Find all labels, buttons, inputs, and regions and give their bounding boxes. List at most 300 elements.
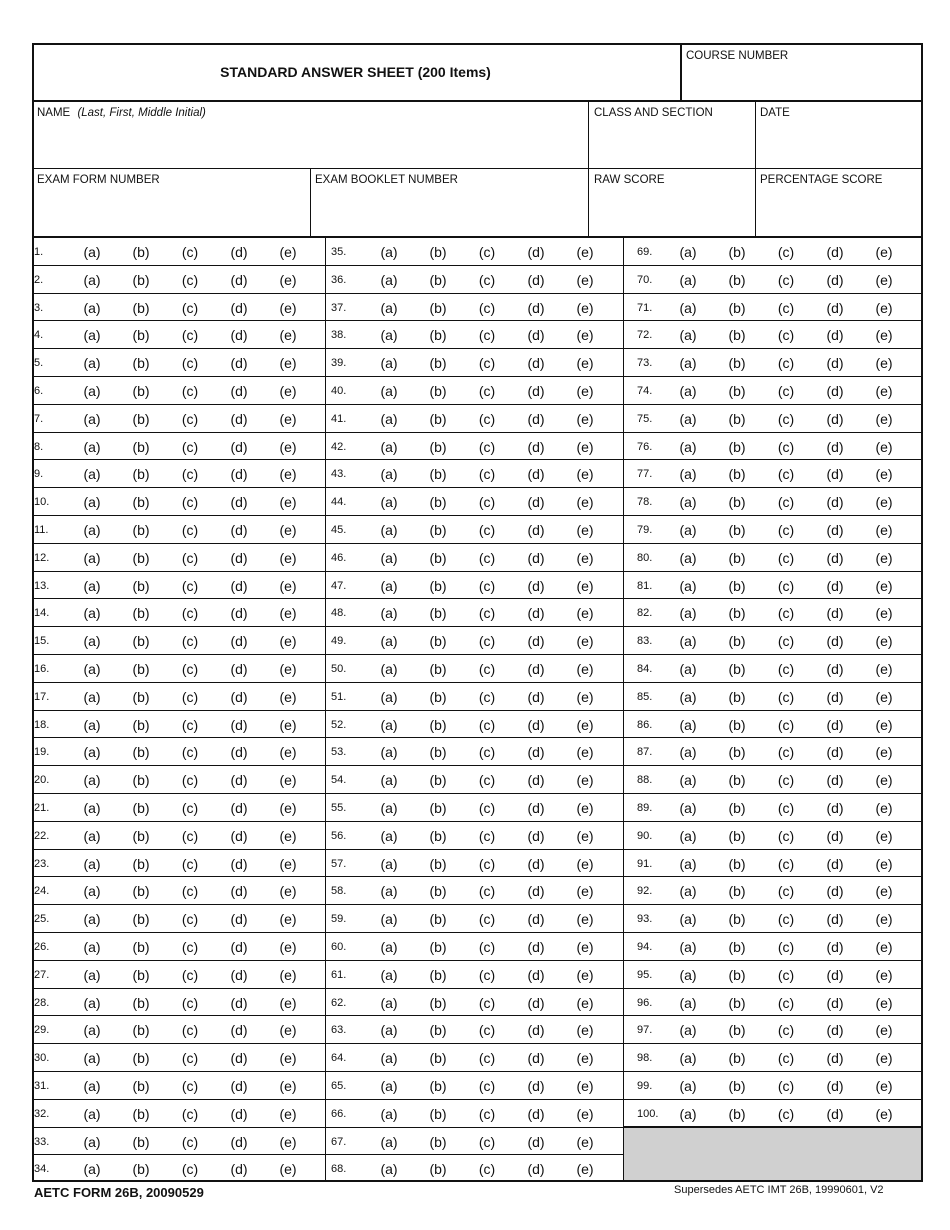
answer-option-e[interactable]: (e) xyxy=(576,1161,594,1178)
answer-option-e[interactable]: (e) xyxy=(875,438,893,455)
answer-option-e[interactable]: (e) xyxy=(875,271,893,288)
answer-option-e[interactable]: (e) xyxy=(875,1078,893,1094)
answer-option-e[interactable]: (e) xyxy=(875,327,893,344)
answer-option-c[interactable]: (c) xyxy=(181,271,199,288)
answer-option-c[interactable]: (c) xyxy=(478,772,496,789)
answer-option-c[interactable]: (c) xyxy=(181,1133,199,1150)
answer-option-b[interactable]: (b) xyxy=(132,911,150,928)
answer-option-c[interactable]: (c) xyxy=(181,327,199,344)
answer-option-a[interactable]: (a) xyxy=(83,855,101,872)
answer-option-d[interactable]: (d) xyxy=(527,827,545,844)
answer-option-b[interactable]: (b) xyxy=(132,800,150,816)
answer-option-b[interactable]: (b) xyxy=(728,522,746,538)
answer-option-c[interactable]: (c) xyxy=(478,577,496,594)
answer-option-e[interactable]: (e) xyxy=(875,577,893,594)
answer-option-a[interactable]: (a) xyxy=(380,855,398,872)
answer-option-c[interactable]: (c) xyxy=(181,1050,199,1067)
answer-option-b[interactable]: (b) xyxy=(132,327,150,344)
answer-option-c[interactable]: (c) xyxy=(777,939,795,955)
answer-option-a[interactable]: (a) xyxy=(380,549,398,566)
answer-option-d[interactable]: (d) xyxy=(230,994,248,1011)
answer-option-b[interactable]: (b) xyxy=(728,244,746,260)
answer-option-e[interactable]: (e) xyxy=(279,688,297,705)
answer-option-d[interactable]: (d) xyxy=(230,466,248,483)
answer-option-d[interactable]: (d) xyxy=(826,633,844,650)
answer-option-e[interactable]: (e) xyxy=(576,994,594,1011)
answer-option-c[interactable]: (c) xyxy=(777,1022,795,1039)
answer-option-c[interactable]: (c) xyxy=(478,744,496,761)
answer-option-a[interactable]: (a) xyxy=(83,688,101,705)
answer-option-a[interactable]: (a) xyxy=(380,244,398,260)
answer-option-c[interactable]: (c) xyxy=(777,716,795,733)
answer-option-a[interactable]: (a) xyxy=(679,994,697,1011)
answer-option-a[interactable]: (a) xyxy=(83,605,101,622)
answer-option-a[interactable]: (a) xyxy=(679,1022,697,1039)
answer-option-e[interactable]: (e) xyxy=(279,661,297,677)
answer-option-a[interactable]: (a) xyxy=(679,244,697,260)
answer-option-a[interactable]: (a) xyxy=(679,716,697,733)
answer-option-b[interactable]: (b) xyxy=(429,1022,447,1039)
answer-option-d[interactable]: (d) xyxy=(230,911,248,928)
answer-option-b[interactable]: (b) xyxy=(728,911,746,928)
answer-option-a[interactable]: (a) xyxy=(679,772,697,789)
answer-option-e[interactable]: (e) xyxy=(576,716,594,733)
answer-option-e[interactable]: (e) xyxy=(279,994,297,1011)
answer-option-a[interactable]: (a) xyxy=(380,1133,398,1150)
answer-option-c[interactable]: (c) xyxy=(478,1105,496,1122)
answer-option-e[interactable]: (e) xyxy=(576,410,594,427)
answer-option-a[interactable]: (a) xyxy=(83,271,101,288)
answer-option-b[interactable]: (b) xyxy=(132,744,150,761)
answer-option-a[interactable]: (a) xyxy=(83,577,101,594)
answer-option-d[interactable]: (d) xyxy=(527,966,545,983)
answer-option-e[interactable]: (e) xyxy=(576,577,594,594)
answer-option-b[interactable]: (b) xyxy=(728,1078,746,1094)
answer-option-c[interactable]: (c) xyxy=(181,1105,199,1122)
answer-option-b[interactable]: (b) xyxy=(728,966,746,983)
answer-option-e[interactable]: (e) xyxy=(279,1133,297,1150)
answer-option-a[interactable]: (a) xyxy=(679,522,697,538)
answer-option-b[interactable]: (b) xyxy=(429,716,447,733)
answer-option-a[interactable]: (a) xyxy=(380,911,398,928)
answer-option-e[interactable]: (e) xyxy=(875,522,893,538)
answer-option-d[interactable]: (d) xyxy=(527,327,545,344)
answer-option-a[interactable]: (a) xyxy=(679,661,697,677)
answer-option-b[interactable]: (b) xyxy=(728,855,746,872)
answer-option-b[interactable]: (b) xyxy=(429,1050,447,1067)
answer-option-e[interactable]: (e) xyxy=(875,410,893,427)
name-field[interactable] xyxy=(36,124,588,168)
answer-option-e[interactable]: (e) xyxy=(279,605,297,622)
answer-option-d[interactable]: (d) xyxy=(527,994,545,1011)
answer-option-c[interactable]: (c) xyxy=(181,800,199,816)
answer-option-b[interactable]: (b) xyxy=(429,1161,447,1178)
answer-option-d[interactable]: (d) xyxy=(826,661,844,677)
answer-option-d[interactable]: (d) xyxy=(527,1078,545,1094)
answer-option-c[interactable]: (c) xyxy=(181,911,199,928)
answer-option-a[interactable]: (a) xyxy=(83,1050,101,1067)
answer-option-d[interactable]: (d) xyxy=(826,438,844,455)
answer-option-c[interactable]: (c) xyxy=(478,1161,496,1178)
answer-option-a[interactable]: (a) xyxy=(679,688,697,705)
answer-option-e[interactable]: (e) xyxy=(576,244,594,260)
answer-option-d[interactable]: (d) xyxy=(230,299,248,316)
answer-option-d[interactable]: (d) xyxy=(826,1050,844,1067)
answer-option-b[interactable]: (b) xyxy=(429,299,447,316)
answer-option-d[interactable]: (d) xyxy=(527,744,545,761)
answer-option-b[interactable]: (b) xyxy=(132,1161,150,1178)
answer-option-a[interactable]: (a) xyxy=(679,577,697,594)
answer-option-d[interactable]: (d) xyxy=(527,466,545,483)
answer-option-a[interactable]: (a) xyxy=(380,494,398,511)
answer-option-c[interactable]: (c) xyxy=(777,244,795,260)
answer-option-c[interactable]: (c) xyxy=(181,1161,199,1178)
answer-option-c[interactable]: (c) xyxy=(181,1022,199,1039)
answer-option-b[interactable]: (b) xyxy=(132,994,150,1011)
answer-option-e[interactable]: (e) xyxy=(875,299,893,316)
answer-option-b[interactable]: (b) xyxy=(132,494,150,511)
course-number-field[interactable] xyxy=(684,66,920,100)
answer-option-c[interactable]: (c) xyxy=(181,661,199,677)
answer-option-b[interactable]: (b) xyxy=(132,522,150,538)
answer-option-a[interactable]: (a) xyxy=(83,494,101,511)
answer-option-d[interactable]: (d) xyxy=(230,244,248,260)
answer-option-a[interactable]: (a) xyxy=(380,438,398,455)
answer-option-e[interactable]: (e) xyxy=(875,494,893,511)
answer-option-e[interactable]: (e) xyxy=(576,744,594,761)
answer-option-d[interactable]: (d) xyxy=(527,1133,545,1150)
answer-option-d[interactable]: (d) xyxy=(826,939,844,955)
answer-option-a[interactable]: (a) xyxy=(679,966,697,983)
answer-option-a[interactable]: (a) xyxy=(83,883,101,900)
answer-option-d[interactable]: (d) xyxy=(230,688,248,705)
answer-option-b[interactable]: (b) xyxy=(728,355,746,372)
answer-option-a[interactable]: (a) xyxy=(83,911,101,928)
answer-option-c[interactable]: (c) xyxy=(181,966,199,983)
answer-option-c[interactable]: (c) xyxy=(777,1105,795,1122)
answer-option-c[interactable]: (c) xyxy=(478,271,496,288)
exam-booklet-field[interactable] xyxy=(314,192,588,236)
answer-option-b[interactable]: (b) xyxy=(132,716,150,733)
answer-option-c[interactable]: (c) xyxy=(777,577,795,594)
answer-option-a[interactable]: (a) xyxy=(380,661,398,677)
answer-option-a[interactable]: (a) xyxy=(679,299,697,316)
answer-option-e[interactable]: (e) xyxy=(279,939,297,955)
answer-option-b[interactable]: (b) xyxy=(132,410,150,427)
answer-option-d[interactable]: (d) xyxy=(230,1022,248,1039)
answer-option-a[interactable]: (a) xyxy=(679,911,697,928)
answer-option-b[interactable]: (b) xyxy=(728,271,746,288)
answer-option-a[interactable]: (a) xyxy=(83,355,101,372)
answer-option-a[interactable]: (a) xyxy=(83,800,101,816)
answer-option-e[interactable]: (e) xyxy=(279,744,297,761)
answer-option-c[interactable]: (c) xyxy=(478,1050,496,1067)
answer-option-d[interactable]: (d) xyxy=(826,688,844,705)
answer-option-d[interactable]: (d) xyxy=(230,772,248,789)
answer-option-b[interactable]: (b) xyxy=(132,633,150,650)
answer-option-e[interactable]: (e) xyxy=(279,1161,297,1178)
answer-option-b[interactable]: (b) xyxy=(429,383,447,399)
answer-option-d[interactable]: (d) xyxy=(826,883,844,900)
answer-option-e[interactable]: (e) xyxy=(576,1022,594,1039)
answer-option-c[interactable]: (c) xyxy=(777,327,795,344)
answer-option-d[interactable]: (d) xyxy=(527,939,545,955)
answer-option-b[interactable]: (b) xyxy=(728,1105,746,1122)
answer-option-a[interactable]: (a) xyxy=(679,383,697,399)
answer-option-a[interactable]: (a) xyxy=(380,716,398,733)
answer-option-c[interactable]: (c) xyxy=(181,827,199,844)
raw-score-field[interactable] xyxy=(592,192,754,236)
answer-option-d[interactable]: (d) xyxy=(230,327,248,344)
answer-option-b[interactable]: (b) xyxy=(429,800,447,816)
answer-option-c[interactable]: (c) xyxy=(478,994,496,1011)
answer-option-e[interactable]: (e) xyxy=(576,883,594,900)
answer-option-c[interactable]: (c) xyxy=(777,1050,795,1067)
answer-option-d[interactable]: (d) xyxy=(527,800,545,816)
answer-option-c[interactable]: (c) xyxy=(181,1078,199,1094)
answer-option-e[interactable]: (e) xyxy=(279,410,297,427)
answer-option-c[interactable]: (c) xyxy=(478,966,496,983)
answer-option-e[interactable]: (e) xyxy=(576,299,594,316)
answer-option-c[interactable]: (c) xyxy=(478,688,496,705)
answer-option-e[interactable]: (e) xyxy=(576,772,594,789)
answer-option-e[interactable]: (e) xyxy=(576,438,594,455)
answer-option-b[interactable]: (b) xyxy=(132,605,150,622)
answer-option-e[interactable]: (e) xyxy=(279,883,297,900)
answer-option-d[interactable]: (d) xyxy=(527,271,545,288)
answer-option-d[interactable]: (d) xyxy=(527,883,545,900)
answer-option-e[interactable]: (e) xyxy=(279,1105,297,1122)
answer-option-a[interactable]: (a) xyxy=(380,883,398,900)
answer-option-c[interactable]: (c) xyxy=(777,605,795,622)
answer-option-a[interactable]: (a) xyxy=(380,744,398,761)
answer-option-b[interactable]: (b) xyxy=(132,1133,150,1150)
answer-option-b[interactable]: (b) xyxy=(132,271,150,288)
answer-option-a[interactable]: (a) xyxy=(83,383,101,399)
answer-option-d[interactable]: (d) xyxy=(826,244,844,260)
answer-option-b[interactable]: (b) xyxy=(728,800,746,816)
answer-option-d[interactable]: (d) xyxy=(230,633,248,650)
answer-option-a[interactable]: (a) xyxy=(679,744,697,761)
answer-option-e[interactable]: (e) xyxy=(279,1078,297,1094)
answer-option-e[interactable]: (e) xyxy=(279,633,297,650)
answer-option-b[interactable]: (b) xyxy=(429,410,447,427)
answer-option-b[interactable]: (b) xyxy=(728,994,746,1011)
answer-option-c[interactable]: (c) xyxy=(478,410,496,427)
answer-option-e[interactable]: (e) xyxy=(279,716,297,733)
answer-option-e[interactable]: (e) xyxy=(875,466,893,483)
answer-option-e[interactable]: (e) xyxy=(279,244,297,260)
answer-option-d[interactable]: (d) xyxy=(230,855,248,872)
answer-option-e[interactable]: (e) xyxy=(279,494,297,511)
answer-option-d[interactable]: (d) xyxy=(527,577,545,594)
answer-option-e[interactable]: (e) xyxy=(576,633,594,650)
answer-option-d[interactable]: (d) xyxy=(826,855,844,872)
answer-option-a[interactable]: (a) xyxy=(380,994,398,1011)
answer-option-e[interactable]: (e) xyxy=(576,355,594,372)
answer-option-b[interactable]: (b) xyxy=(728,383,746,399)
answer-option-a[interactable]: (a) xyxy=(679,827,697,844)
answer-option-d[interactable]: (d) xyxy=(826,744,844,761)
answer-option-e[interactable]: (e) xyxy=(875,688,893,705)
answer-option-b[interactable]: (b) xyxy=(728,827,746,844)
answer-option-a[interactable]: (a) xyxy=(380,299,398,316)
answer-option-a[interactable]: (a) xyxy=(83,1022,101,1039)
answer-option-b[interactable]: (b) xyxy=(429,661,447,677)
answer-option-b[interactable]: (b) xyxy=(429,1078,447,1094)
answer-option-a[interactable]: (a) xyxy=(679,1078,697,1094)
answer-option-c[interactable]: (c) xyxy=(181,744,199,761)
answer-option-d[interactable]: (d) xyxy=(230,438,248,455)
answer-option-e[interactable]: (e) xyxy=(875,772,893,789)
answer-option-c[interactable]: (c) xyxy=(181,716,199,733)
answer-option-a[interactable]: (a) xyxy=(679,1050,697,1067)
answer-option-e[interactable]: (e) xyxy=(576,466,594,483)
answer-option-a[interactable]: (a) xyxy=(83,772,101,789)
answer-option-e[interactable]: (e) xyxy=(576,1133,594,1150)
answer-option-d[interactable]: (d) xyxy=(230,410,248,427)
answer-option-c[interactable]: (c) xyxy=(478,605,496,622)
answer-option-b[interactable]: (b) xyxy=(728,438,746,455)
answer-option-c[interactable]: (c) xyxy=(478,438,496,455)
answer-option-a[interactable]: (a) xyxy=(83,522,101,538)
answer-option-d[interactable]: (d) xyxy=(826,271,844,288)
answer-option-e[interactable]: (e) xyxy=(875,661,893,677)
answer-option-e[interactable]: (e) xyxy=(576,661,594,677)
answer-option-b[interactable]: (b) xyxy=(728,466,746,483)
answer-option-a[interactable]: (a) xyxy=(380,800,398,816)
answer-option-b[interactable]: (b) xyxy=(132,1105,150,1122)
answer-option-b[interactable]: (b) xyxy=(132,244,150,260)
answer-option-c[interactable]: (c) xyxy=(777,800,795,816)
answer-option-b[interactable]: (b) xyxy=(728,299,746,316)
exam-form-field[interactable] xyxy=(36,192,310,236)
answer-option-b[interactable]: (b) xyxy=(429,772,447,789)
answer-option-b[interactable]: (b) xyxy=(429,939,447,955)
answer-option-a[interactable]: (a) xyxy=(380,966,398,983)
answer-option-b[interactable]: (b) xyxy=(132,355,150,372)
answer-option-d[interactable]: (d) xyxy=(826,1078,844,1094)
answer-option-e[interactable]: (e) xyxy=(279,549,297,566)
answer-option-d[interactable]: (d) xyxy=(527,355,545,372)
answer-option-c[interactable]: (c) xyxy=(777,410,795,427)
answer-option-d[interactable]: (d) xyxy=(527,494,545,511)
answer-option-e[interactable]: (e) xyxy=(279,299,297,316)
answer-option-d[interactable]: (d) xyxy=(230,661,248,677)
answer-option-a[interactable]: (a) xyxy=(380,522,398,538)
answer-option-d[interactable]: (d) xyxy=(826,383,844,399)
answer-option-e[interactable]: (e) xyxy=(875,355,893,372)
answer-option-a[interactable]: (a) xyxy=(83,1161,101,1178)
answer-option-b[interactable]: (b) xyxy=(429,966,447,983)
answer-option-b[interactable]: (b) xyxy=(728,327,746,344)
answer-option-c[interactable]: (c) xyxy=(478,383,496,399)
answer-option-c[interactable]: (c) xyxy=(181,605,199,622)
answer-option-d[interactable]: (d) xyxy=(826,466,844,483)
answer-option-e[interactable]: (e) xyxy=(576,688,594,705)
answer-option-e[interactable]: (e) xyxy=(875,716,893,733)
answer-option-c[interactable]: (c) xyxy=(777,522,795,538)
answer-option-a[interactable]: (a) xyxy=(679,271,697,288)
answer-option-c[interactable]: (c) xyxy=(181,855,199,872)
answer-option-c[interactable]: (c) xyxy=(478,1022,496,1039)
answer-option-a[interactable]: (a) xyxy=(380,1161,398,1178)
answer-option-e[interactable]: (e) xyxy=(875,939,893,955)
answer-option-e[interactable]: (e) xyxy=(279,855,297,872)
answer-option-b[interactable]: (b) xyxy=(728,1050,746,1067)
answer-option-b[interactable]: (b) xyxy=(728,410,746,427)
answer-option-e[interactable]: (e) xyxy=(576,966,594,983)
answer-option-a[interactable]: (a) xyxy=(380,1105,398,1122)
answer-option-a[interactable]: (a) xyxy=(380,466,398,483)
answer-option-a[interactable]: (a) xyxy=(83,716,101,733)
answer-option-a[interactable]: (a) xyxy=(679,466,697,483)
answer-option-a[interactable]: (a) xyxy=(83,244,101,260)
answer-option-d[interactable]: (d) xyxy=(527,1161,545,1178)
answer-option-c[interactable]: (c) xyxy=(181,299,199,316)
answer-option-d[interactable]: (d) xyxy=(527,911,545,928)
answer-option-b[interactable]: (b) xyxy=(728,494,746,511)
answer-option-b[interactable]: (b) xyxy=(132,827,150,844)
answer-option-d[interactable]: (d) xyxy=(826,716,844,733)
answer-option-a[interactable]: (a) xyxy=(83,438,101,455)
answer-option-e[interactable]: (e) xyxy=(576,827,594,844)
answer-option-e[interactable]: (e) xyxy=(875,966,893,983)
answer-option-c[interactable]: (c) xyxy=(181,772,199,789)
answer-option-d[interactable]: (d) xyxy=(826,299,844,316)
answer-option-b[interactable]: (b) xyxy=(132,1050,150,1067)
answer-option-d[interactable]: (d) xyxy=(527,410,545,427)
answer-option-a[interactable]: (a) xyxy=(83,466,101,483)
answer-option-a[interactable]: (a) xyxy=(679,883,697,900)
answer-option-c[interactable]: (c) xyxy=(478,939,496,955)
answer-option-a[interactable]: (a) xyxy=(380,772,398,789)
answer-option-c[interactable]: (c) xyxy=(181,939,199,955)
answer-option-c[interactable]: (c) xyxy=(478,911,496,928)
answer-option-b[interactable]: (b) xyxy=(132,688,150,705)
answer-option-d[interactable]: (d) xyxy=(230,577,248,594)
answer-option-b[interactable]: (b) xyxy=(728,633,746,650)
answer-option-d[interactable]: (d) xyxy=(527,1105,545,1122)
answer-option-c[interactable]: (c) xyxy=(181,633,199,650)
answer-option-d[interactable]: (d) xyxy=(230,800,248,816)
answer-option-e[interactable]: (e) xyxy=(875,605,893,622)
answer-option-b[interactable]: (b) xyxy=(132,577,150,594)
answer-option-b[interactable]: (b) xyxy=(132,438,150,455)
answer-option-c[interactable]: (c) xyxy=(777,883,795,900)
answer-option-e[interactable]: (e) xyxy=(279,327,297,344)
answer-option-d[interactable]: (d) xyxy=(826,772,844,789)
answer-option-a[interactable]: (a) xyxy=(679,939,697,955)
answer-option-e[interactable]: (e) xyxy=(279,966,297,983)
answer-option-d[interactable]: (d) xyxy=(826,522,844,538)
answer-option-e[interactable]: (e) xyxy=(279,577,297,594)
answer-option-c[interactable]: (c) xyxy=(777,994,795,1011)
answer-option-b[interactable]: (b) xyxy=(429,494,447,511)
answer-option-a[interactable]: (a) xyxy=(380,1050,398,1067)
answer-option-a[interactable]: (a) xyxy=(83,1133,101,1150)
answer-option-c[interactable]: (c) xyxy=(478,299,496,316)
answer-option-e[interactable]: (e) xyxy=(576,549,594,566)
answer-option-c[interactable]: (c) xyxy=(777,966,795,983)
answer-option-d[interactable]: (d) xyxy=(826,410,844,427)
answer-option-e[interactable]: (e) xyxy=(875,744,893,761)
answer-option-c[interactable]: (c) xyxy=(478,661,496,677)
answer-option-e[interactable]: (e) xyxy=(279,1022,297,1039)
answer-option-a[interactable]: (a) xyxy=(380,1078,398,1094)
answer-option-d[interactable]: (d) xyxy=(527,549,545,566)
answer-option-d[interactable]: (d) xyxy=(527,661,545,677)
